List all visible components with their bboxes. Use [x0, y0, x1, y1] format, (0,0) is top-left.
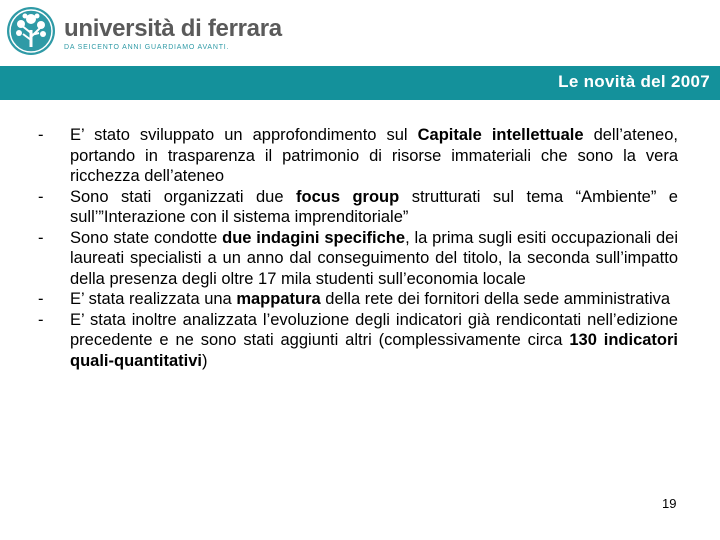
bullet-item	[38, 228, 678, 290]
bullet-item	[38, 187, 678, 228]
bullet-emphasis: focus group	[296, 187, 400, 206]
bullet-list	[38, 125, 678, 371]
bullet-text-part: strutturati sul tema “Ambiente” e sull’”Interazione con il sistema imprenditoriale”	[70, 187, 678, 226]
bullet-emphasis: mappatura	[236, 290, 321, 308]
bullet-text-part: della rete dei fornitori della sede amministrativa	[320, 290, 671, 308]
logo-title: università di ferrara	[64, 15, 282, 42]
logo-tagline: DA SEICENTO ANNI GUARDIAMO AVANTI.	[64, 44, 230, 51]
title-banner	[0, 66, 720, 100]
bullet-dash: -	[38, 290, 44, 308]
bullet-dash: -	[38, 187, 44, 206]
bullet-emphasis: 130 indicatori quali-quantitativi	[70, 331, 679, 370]
bullet-dash: -	[38, 228, 44, 247]
bullet-text-part: dell’ateneo, portando in trasparenza il patrimonio di risorse immateriali che sono la vera ricchezza dell’ateneo	[70, 126, 678, 185]
bullet-text-part: E’ stata realizzata una	[70, 290, 237, 308]
bullet-dash: -	[38, 310, 44, 329]
bullet-text-part: E’ stata inoltre analizzata l’evoluzione degli indicatori già rendicontati nell’edizione precedente e ne sono stati aggiunti altri (complessivamente circa	[70, 310, 678, 349]
bullet-text	[70, 125, 678, 187]
bullet-dash: -	[38, 126, 44, 144]
page-number: 19	[662, 496, 677, 511]
bullet-text	[70, 289, 678, 310]
bullet-emphasis: Capitale intellettuale	[417, 126, 584, 144]
bullet-text	[70, 228, 678, 290]
bullet-text-part: , la prima sugli esiti occupazionali dei laureati specialisti a un anno dal conseguimento del titolo, la seconda sull’impatto della presenza degli oltre 17 mila studenti sull’economia locale	[70, 228, 679, 288]
bullet-item	[38, 289, 678, 310]
bullet-text-part: Sono state condotte	[70, 228, 223, 247]
bullet-text	[70, 187, 678, 228]
university-logo	[6, 6, 282, 58]
slide-title: Le novità del 2007	[558, 72, 710, 91]
bullet-text-part: )	[202, 351, 208, 370]
bullet-text-part: Sono stati organizzati due	[70, 187, 296, 206]
bullet-text	[70, 310, 678, 372]
bullet-item	[38, 125, 678, 187]
tree-logo-icon	[6, 6, 56, 56]
bullet-item	[38, 310, 678, 372]
bullet-text-part: E’ stato sviluppato un approfondimento sul	[70, 126, 418, 144]
bullet-emphasis: due indagini specifiche	[222, 228, 406, 247]
